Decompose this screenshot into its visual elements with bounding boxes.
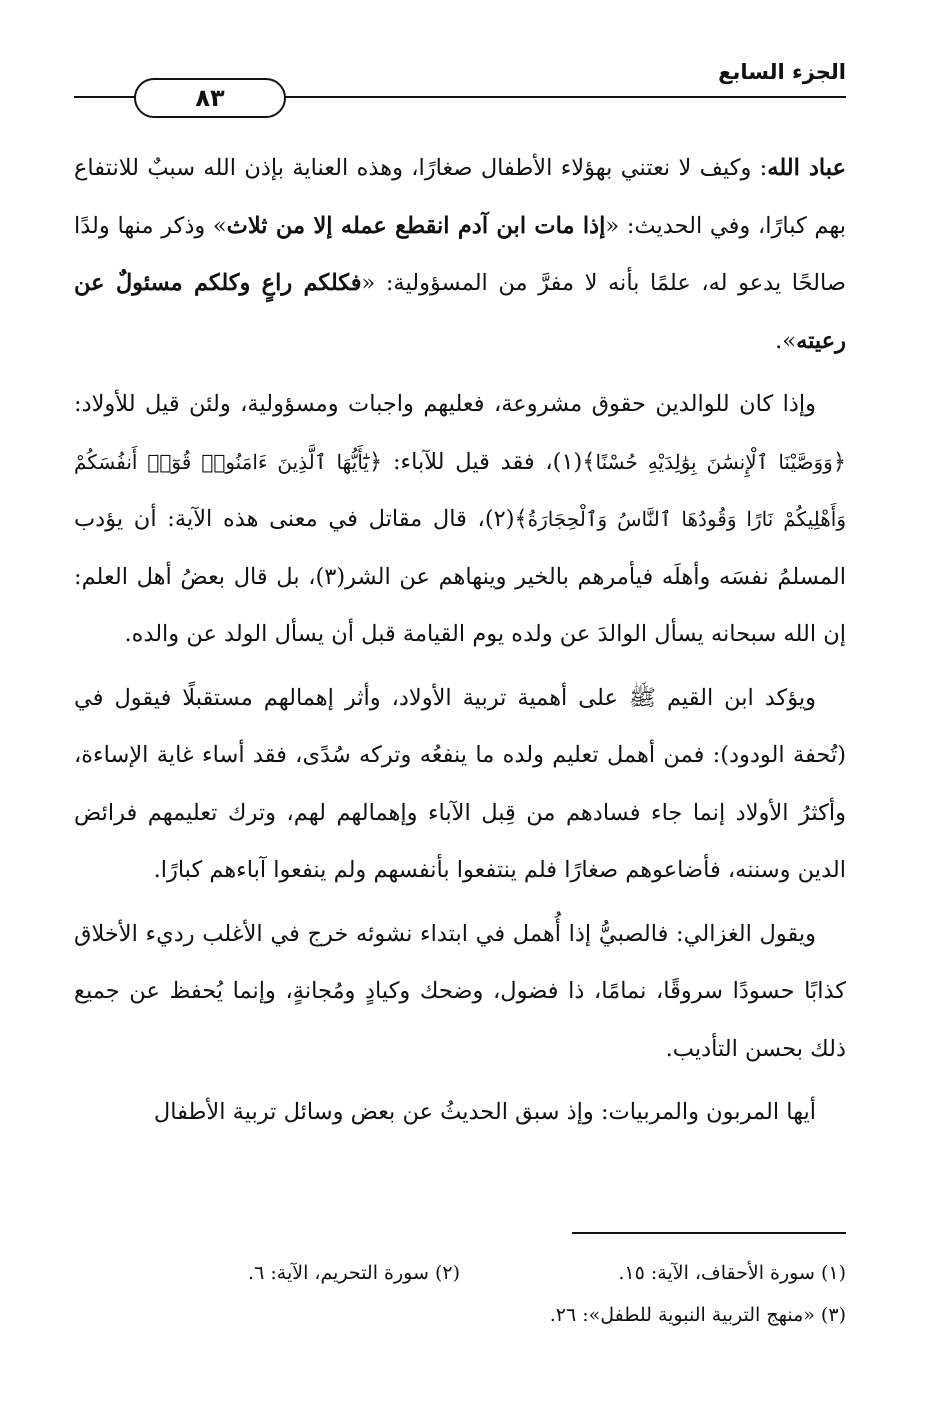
paragraph-5 [74,1084,846,1142]
paragraph-3-text: ويؤكد ابن القيم ﷺ على أهمية تربية الأولاد، وأثر إهمالهم مستقبلًا فيقول في (تُحفة الودود): فمن أهمل تعليم ولده ما ينفعُه وتركه سُدًى، فقد أساء غاية الإساءة، وأكثرُ الأولاد إنما جاء فسادهم من قِبل الآباء وإهمالهم لهم، وترك تعليمهم فرائض الدين وسننه، فأضاعوهم صغارًا فلم ينتفعوا بأنفسهم ولم ينفعوا آباءهم كبارًا. [74,684,846,883]
section-title: الجزء السابع [718,60,846,84]
hadith-quote: إذا مات ابن آدم انقطع عمله إلا من ثلاث [226,212,606,239]
footnotes [74,1252,846,1336]
paragraph-1 [74,140,846,370]
paragraph-2-text-b: ﴾(١)، فقد قيل للآباء: ﴿ [368,448,596,475]
paragraph-2-text-a: وإذا كان للوالدين حقوق مشروعة، فعليهم واجبات ومسؤولية، ولئن قيل للأولاد: ﴿ [74,391,846,475]
paragraph-1-text-a: : وكيف لا نعتني بهؤلاء الأطفال صغارًا، وهذه العناية بإذن الله سببٌ للانتفاع بهم كبارًا، وفي الحديث: « [74,155,846,239]
body-text [74,140,846,1142]
footnote-2: (٢) سورة التحريم، الآية: ٦. [248,1262,460,1284]
footnote-rule [572,1232,846,1234]
paragraph-2 [74,376,846,664]
page-header [74,56,846,116]
quran-verse-1: وَوَصَّيْنَا ٱلْإِنسَٰنَ بِوَٰلِدَيْهِ حُسْنًا [595,449,833,474]
paragraph-1-text-b: » وذكر منها ولدًا صالحًا يدعو له، علمًا بأنه لا مفرَّ من المسؤولية: « [74,212,846,296]
paragraph-5-text: أيها المربون والمربيات: وإذ سبق الحديثُ عن بعض وسائل تربية الأطفال [153,1099,816,1125]
paragraph-4-text: ويقول الغزالي: فالصبيُّ إذا أُهمل في ابتداء نشوئه خرج في الأغلب رديء الأخلاق كذابًا حسودًا سروقًا، نمامًا، ذا فضول، وضحك وكيادٍ ومُجانةٍ، وإنما يُحفظ عن جميع ذلك بحسن التأديب. [74,920,846,1062]
quran-verse-2: يَٰٓأَيُّهَا ٱلَّذِينَ ءَامَنُوا۟ قُوٓا۟ أَنفُسَكُمْ وَأَهْلِيكُمْ نَارًا وَقُودُهَا ٱلنَّاسُ وَٱلْحِجَارَةُ [74,449,846,531]
paragraph-1-text-c: ». [775,327,797,354]
address-lead: عباد الله [767,155,846,181]
responsibility-quote: فكلكم راعٍ وكلكم مسئولٌ عن رعيته [74,270,846,354]
footnote-1: (١) سورة الأحقاف، الآية: ١٥. [618,1262,846,1284]
paragraph-4 [74,906,846,1079]
footnote-3: (٣) «منهج التربية النبوية للطفل»: ٢٦. [549,1304,846,1326]
paragraph-3 [74,670,846,900]
page-number: ٨٣ [134,78,286,118]
paragraph-2-text-c: ﴾(٢)، قال مقاتل في معنى هذه الآية: أن يؤدب المسلمُ نفسَه وأهلَه فيأمرهم بالخير وينهاهم عن الشر(٣)، بل قال بعضُ أهل العلم: إن الله سبحانه يسأل الوالدَ عن ولده يوم القيامة قبل أن يسأل الولد عن والده. [74,506,847,647]
footnote-row [74,1252,846,1294]
